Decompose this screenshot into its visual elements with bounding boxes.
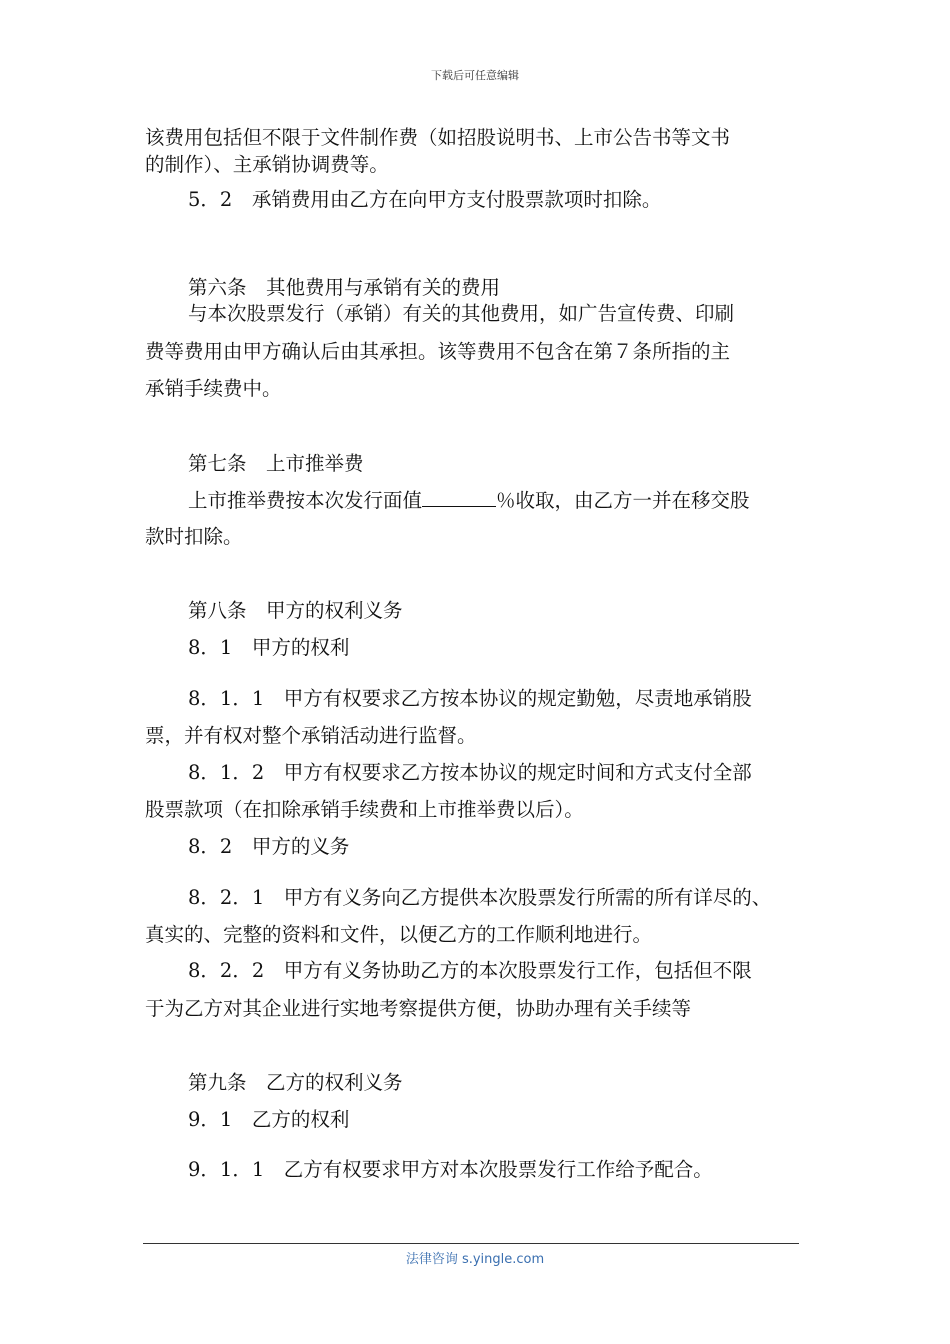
text-line: 款时扣除。 xyxy=(145,525,243,548)
text-line: 与本次股票发行（承销）有关的其他费用，如广告宣传费、印刷 xyxy=(188,302,735,325)
clause-5-2: 5．2 承销费用由乙方在向甲方支付股票款项时扣除。 xyxy=(188,188,662,211)
clause-8-1: 8．1 甲方的权利 xyxy=(188,636,350,659)
clause-8-1-2: 8．1．2 甲方有权要求乙方按本协议的规定时间和方式支付全部 xyxy=(188,761,752,784)
clause-8-2-1: 8．2．1 甲方有义务向乙方提供本次股票发行所需的所有详尽的、 xyxy=(188,886,772,909)
article-7-heading: 第七条 上市推举费 xyxy=(188,452,364,475)
clause-8-1-1: 8．1．1 甲方有权要求乙方按本协议的规定勤勉，尽责地承销股 xyxy=(188,687,752,710)
text-line: 真实的、完整的资料和文件，以便乙方的工作顺利地进行。 xyxy=(145,923,653,946)
article-9-heading: 第九条 乙方的权利义务 xyxy=(188,1071,403,1094)
clause-8-2-2: 8．2．2 甲方有义务协助乙方的本次股票发行工作，包括但不限 xyxy=(188,959,752,982)
page-header-note: 下载后可任意编辑 xyxy=(431,69,519,82)
text-line: 票，并有权对整个承销活动进行监督。 xyxy=(145,724,477,747)
text-line: 于为乙方对其企业进行实地考察提供方便，协助办理有关手续等 xyxy=(145,997,692,1020)
text-line: 的制作）、主承销协调费等。 xyxy=(145,153,389,176)
article-6-heading: 第六条 其他费用与承销有关的费用 xyxy=(188,276,501,299)
fill-in-blank xyxy=(422,488,496,507)
text-line-with-blank xyxy=(188,488,750,514)
text-segment: 上市推举费按本次发行面值 xyxy=(188,489,423,512)
clause-8-2: 8．2 甲方的义务 xyxy=(188,835,350,858)
footer-divider xyxy=(143,1243,799,1244)
text-segment: ％收取，由乙方一并在移交股 xyxy=(496,489,750,512)
clause-9-1-1: 9．1．1 乙方有权要求甲方对本次股票发行工作给予配合。 xyxy=(188,1158,713,1181)
text-line: 承销手续费中。 xyxy=(145,377,282,400)
clause-9-1: 9．1 乙方的权利 xyxy=(188,1108,350,1131)
article-8-heading: 第八条 甲方的权利义务 xyxy=(188,599,403,622)
footer-link[interactable]: 法律咨询 s.yingle.com xyxy=(405,1252,545,1267)
text-line: 股票款项（在扣除承销手续费和上市推举费以后）。 xyxy=(145,798,584,821)
text-line: 费等费用由甲方确认后由其承担。该等费用不包含在第７条所指的主 xyxy=(145,340,731,363)
text-line: 该费用包括但不限于文件制作费（如招股说明书、上市公告书等文书 xyxy=(145,126,731,149)
